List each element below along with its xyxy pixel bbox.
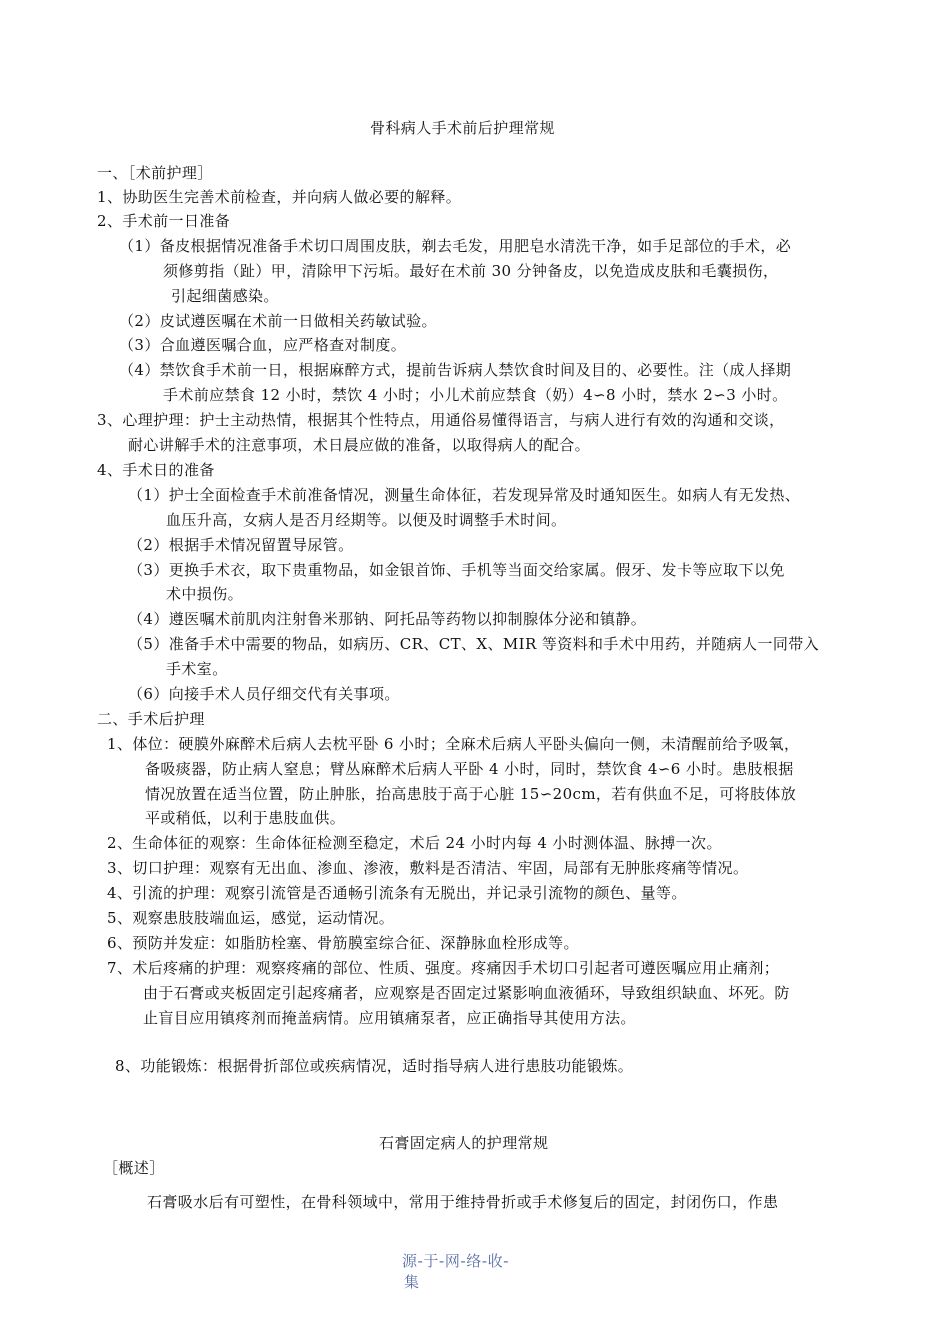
page-title: 骨科病人手术前后护理常规 [370,119,555,137]
post-op-item-7: 7、术后疼痛的护理：观察疼痛的部位、性质、强度。疼痛因手术切口引起者可遵医嘱应用止痛剂； [107,959,780,977]
pre-op-item-4-5-cont: 手术室。 [166,660,228,678]
post-op-item-6: 6、预防并发症：如脂肪栓塞、骨筋膜室综合征、深静脉血栓形成等。 [107,934,579,952]
pre-op-item-2-1-cont: 引起细菌感染。 [171,287,279,305]
post-op-item-1-cont: 平或稍低，以利于患肢血供。 [145,809,346,827]
pre-op-item-3-cont: 耐心讲解手术的注意事项，术日晨应做的准备，以取得病人的配合。 [128,436,591,454]
pre-op-item-4-1: （1）护士全面检查手术前准备情况，测量生命体征，若发现异常及时通知医生。如病人有无发热、 [128,486,801,504]
post-op-item-8: 8、功能锻炼：根据骨折部位或疾病情况，适时指导病人进行患肢功能锻炼。 [115,1057,634,1075]
overview-paragraph: 石膏吸水后有可塑性，在骨科领域中，常用于维持骨折或手术修复后的固定，封闭伤口，作患 [147,1193,779,1211]
pre-op-item-2-4-cont: 手术前应禁食 12 小时，禁饮 4 小时；小儿术前应禁食（奶）4∽8 小时，禁水 2∽3 小时。 [163,386,788,404]
pre-op-item-4: 4、手术日的准备 [97,461,215,479]
pre-op-item-3: 3、心理护理：护士主动热情，根据其个性特点，用通俗易懂得语言，与病人进行有效的沟通和交谈， [97,411,785,429]
pre-op-item-2-4: （4）禁饮食手术前一日，根据麻醉方式，提前告诉病人禁饮食时间及目的、必要性。注（成人择期 [119,361,792,379]
post-op-item-7-cont: 止盲目应用镇疼剂而掩盖病情。应用镇痛泵者，应正确指导其使用方法。 [143,1009,636,1027]
overview-heading: ［概述］ [103,1159,165,1177]
post-op-item-1: 1、体位：硬膜外麻醉术后病人去枕平卧 6 小时；全麻术后病人平卧头偏向一侧，未清醒前给予吸氧， [107,735,800,753]
section-title-plaster: 石膏固定病人的护理常规 [379,1134,549,1152]
post-op-item-2: 2、生命体征的观察：生命体征检测至稳定，术后 24 小时内每 4 小时测体温、脉搏一次。 [107,834,722,852]
post-op-item-5: 5、观察患肢肢端血运，感觉，运动情况。 [107,909,395,927]
pre-op-item-4-3-cont: 术中损伤。 [166,585,244,603]
pre-op-item-2-1: （1）备皮根据情况准备手术切口周围皮肤，剃去毛发，用肥皂水清洗干净，如手足部位的手术，必 [119,237,792,255]
pre-op-item-2-1-cont: 须修剪指（趾）甲，清除甲下污垢。最好在术前 30 分钟备皮，以免造成皮肤和毛囊损伤， [163,262,779,280]
pre-op-item-4-3: （3）更换手术衣，取下贵重物品，如金银首饰、手机等当面交给家属。假牙、发卡等应取下以免 [128,561,785,579]
pre-op-item-4-5: （5）准备手术中需要的物品，如病历、CR、CT、X、MIR 等资料和手术中用药，并随病人一同带入 [128,635,820,653]
pre-op-item-4-2: （2）根据手术情况留置导尿管。 [128,536,354,554]
post-op-item-1-cont: 备吸痰器，防止病人窒息；臂丛麻醉术后病人平卧 4 小时，同时，禁饮食 4∽6 小时。患肢根据 [145,760,794,778]
post-op-item-3: 3、切口护理：观察有无出血、渗血、渗液，敷料是否清洁、牢固，局部有无肿胀疼痛等情况。 [107,859,749,877]
post-op-item-1-cont: 情况放置在适当位置，防止肿胀，抬高患肢于高于心脏 15∽20cm，若有供血不足，可将肢体放 [145,785,797,803]
pre-op-item-1: 1、协助医生完善术前检查，并向病人做必要的解释。 [97,188,462,206]
footer-watermark-cont: 集 [404,1273,420,1291]
section-heading-post-op: 二、手术后护理 [97,710,205,728]
pre-op-item-2-2: （2）皮试遵医嘱在术前一日做相关药敏试验。 [119,312,437,330]
pre-op-item-2-3: （3）合血遵医嘱合血，应严格查对制度。 [119,336,407,354]
pre-op-item-4-4: （4）遵医嘱术前肌肉注射鲁米那钠、阿托品等药物以抑制腺体分泌和镇静。 [128,610,647,628]
section-heading-pre-op: 一、［术前护理］ [97,164,213,182]
footer-watermark: 源-于-网-络-收- [402,1252,510,1270]
pre-op-item-4-6: （6）向接手术人员仔细交代有关事项。 [128,685,400,703]
pre-op-item-4-1-cont: 血压升高，女病人是否月经期等。以便及时调整手术时间。 [166,511,567,529]
post-op-item-4: 4、引流的护理：观察引流管是否通畅引流条有无脱出，并记录引流物的颜色、量等。 [107,884,687,902]
post-op-item-7-cont: 由于石膏或夹板固定引起疼痛者，应观察是否固定过紧影响血液循环，导致组织缺血、坏死。防 [143,984,790,1002]
pre-op-item-2: 2、手术前一日准备 [97,212,231,230]
